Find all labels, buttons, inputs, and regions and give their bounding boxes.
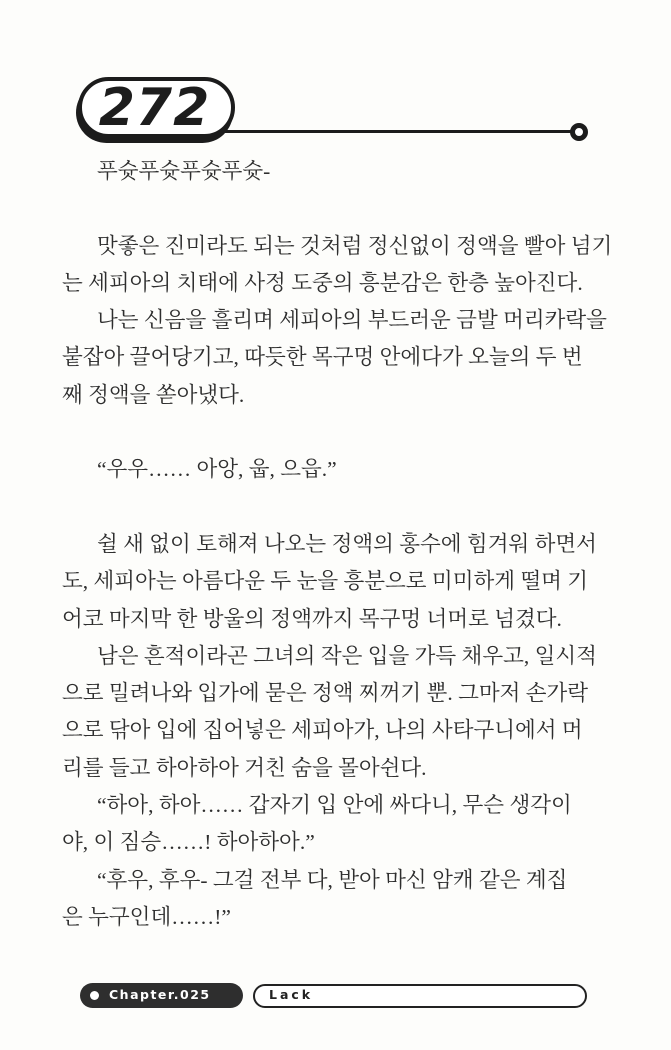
title-label: Lack — [269, 987, 314, 1003]
text-line: 남은 흔적이라곤 그녀의 작은 입을 가득 채우고, 일시적 — [97, 643, 597, 668]
text-line: 야, 이 짐승……! 하아하아.” — [62, 830, 315, 855]
bullet-dot-icon — [90, 991, 99, 1000]
body-text — [62, 153, 622, 936]
text-line: “우우…… 아앙, 웁, 으읍.” — [97, 457, 337, 482]
text-line: 어코 마지막 한 방울의 정액까지 목구멍 너머로 넘겼다. — [62, 606, 562, 631]
text-line: “하아, 하아…… 갑자기 입 안에 싸다니, 무슨 생각이 — [97, 793, 572, 818]
text-line: 으로 밀려나와 입가에 묻은 정액 찌꺼기 뿐. 그마저 손가락 — [62, 681, 589, 706]
text-line: 맛좋은 진미라도 되는 것처럼 정신없이 정액을 빨아 넘기 — [97, 233, 613, 258]
chapter-badge — [80, 983, 243, 1008]
page-number-badge — [78, 77, 235, 138]
text-line: 은 누구인데……!” — [62, 904, 231, 929]
text-line: 리를 들고 하아하아 거친 숨을 몰아쉰다. — [62, 755, 427, 780]
text-line: 으로 닦아 입에 집어넣은 세피아가, 나의 사타구니에서 머 — [62, 718, 583, 743]
title-badge — [253, 984, 587, 1008]
text-line: “후우, 후우- 그걸 전부 다, 받아 마신 암캐 같은 계집 — [97, 867, 568, 892]
chapter-label: Chapter.025 — [109, 986, 211, 1002]
text-line: 는 세피아의 치태에 사정 도중의 흥분감은 한층 높아진다. — [62, 270, 583, 295]
text-line: 푸슛푸슛푸슛푸슛- — [97, 159, 271, 183]
text-line: 째 정액을 쏟아냈다. — [62, 382, 245, 407]
page-number: 272 — [98, 77, 211, 138]
header-ring-icon — [570, 123, 588, 141]
text-line: 붙잡아 끌어당기고, 따듯한 목구멍 안에다가 오늘의 두 번 — [62, 345, 583, 370]
text-line: 쉴 새 없이 토해져 나오는 정액의 홍수에 힘겨워 하면서 — [97, 531, 597, 556]
text-line: 나는 신음을 흘리며 세피아의 부드러운 금발 머리카락을 — [97, 308, 607, 333]
header-rule — [225, 130, 572, 133]
text-line: 도, 세피아는 아름다운 두 눈을 흥분으로 미미하게 떨며 기 — [62, 569, 589, 594]
